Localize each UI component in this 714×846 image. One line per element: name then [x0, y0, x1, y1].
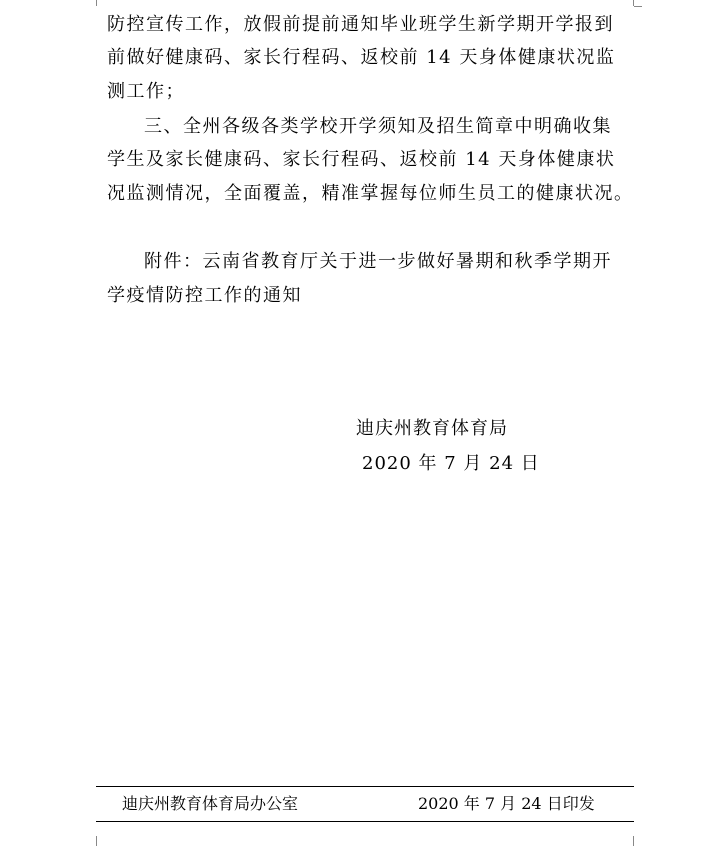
body-line-2: 前做好健康码、家长行程码、返校前 14 天身体健康状况监 — [107, 47, 616, 68]
footer-bottom-rule — [96, 821, 634, 822]
attachment-line-2: 学疫情防控工作的通知 — [107, 285, 302, 306]
body-line-6: 况监测情况，全面覆盖，精准掌握每位师生员工的健康状况。 — [107, 183, 634, 204]
crop-mark-top-right-horizontal — [634, 6, 642, 7]
footer-issue-date: 2020 年 7 月 24 日印发 — [418, 794, 595, 813]
signature-date: 2020 年 7 月 24 日 — [362, 453, 540, 474]
footer-issuer: 迪庆州教育体育局办公室 — [122, 794, 299, 813]
crop-mark-bottom-right-vertical — [633, 836, 634, 846]
body-line-4: 三、全州各级各类学校开学须知及招生简章中明确收集 — [144, 116, 612, 137]
attachment-line-1: 附件：云南省教育厅关于进一步做好暑期和秋季学期开 — [144, 251, 612, 272]
body-line-3: 测工作； — [107, 81, 185, 102]
body-line-1: 防控宣传工作，放假前提前通知毕业班学生新学期开学报到 — [107, 14, 614, 35]
crop-mark-top-left-vertical — [96, 0, 97, 6]
crop-mark-bottom-left-vertical — [96, 836, 97, 846]
footer-top-rule — [96, 786, 634, 787]
signature-organization: 迪庆州教育体育局 — [356, 418, 508, 439]
body-line-5: 学生及家长健康码、家长行程码、返校前 14 天身体健康状 — [107, 149, 616, 170]
